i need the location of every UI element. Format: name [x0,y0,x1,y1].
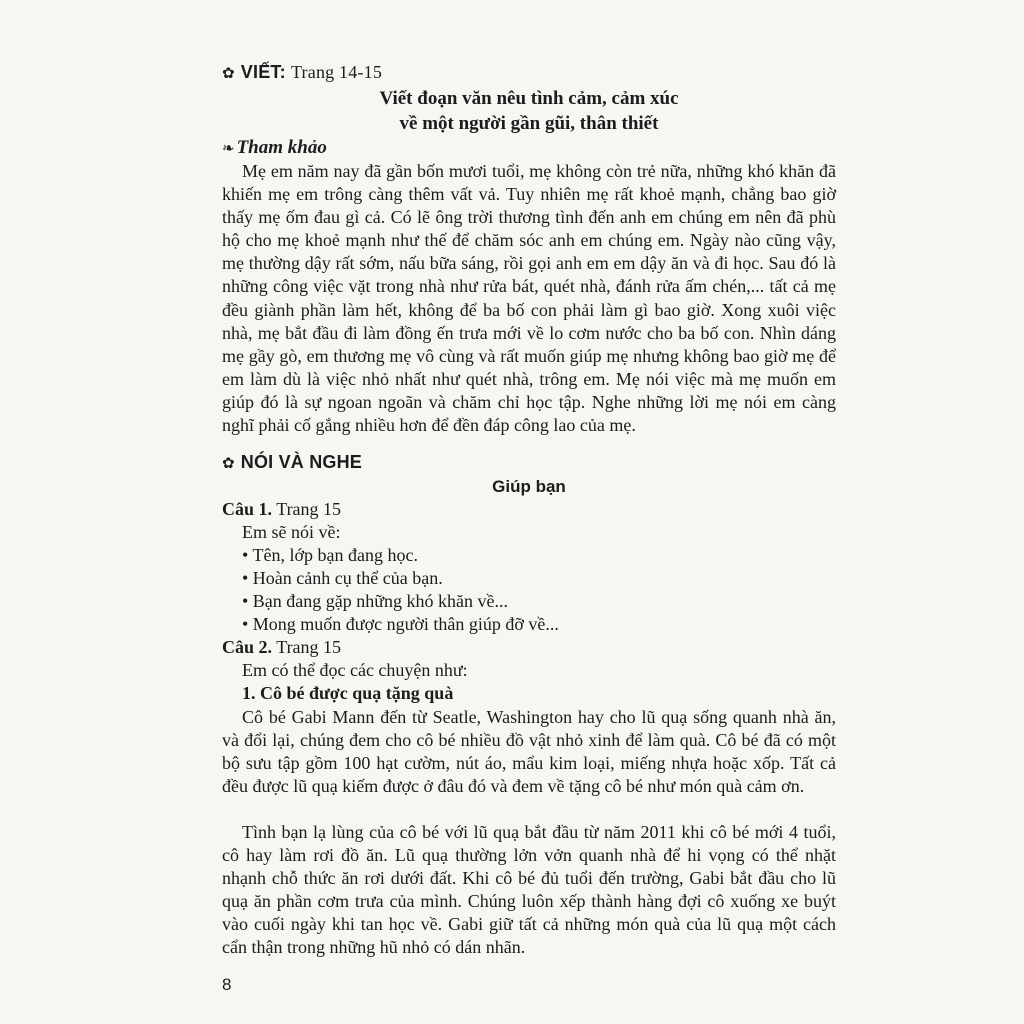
page-number: 8 [222,975,232,994]
list-item: • Tên, lớp bạn đang học. [242,545,418,565]
list-item: • Mong muốn được người thân giúp đỡ về... [242,614,559,634]
viet-title-line-1: Viết đoạn văn nêu tình cảm, cảm xúc [379,88,679,109]
flower-bullet-icon: ✿ [222,64,235,82]
question-2-heading: Câu 2. Trang 15 [222,637,342,657]
noi-va-nghe-title: Giúp bạn [492,477,566,496]
question-1-heading: Câu 1. Trang 15 [222,499,342,519]
viet-page-ref: Trang 14-15 [291,62,383,82]
reference-label: ❧ Tham khảo [222,137,327,158]
question-1-intro: Em sẽ nói về: [242,522,341,542]
viet-reference-paragraph: Mẹ em năm nay đã gần bốn mươi tuổi, mẹ không còn trẻ nữa, những khó khăn đã khiến mẹ em trông càng thêm vất vả. Tuy nhiên mẹ rất khoẻ mạnh, chẳng bao giờ thấy mẹ ốm đau gì cả. Có lẽ ông trời thương tình đến anh em chúng em nên đã phù hộ cho mẹ khoẻ mạnh như thế để chăm sóc anh em chúng em. Ngày nào cũng vậy, mẹ thường dậy rất sớm, nấu bữa sáng, rồi gọi anh em em dậy ăn và đi học. Sau đó là những công việc vặt trong nhà như rửa bát, quét nhà, đánh rửa ấm chén,... tất cả mẹ đều giành phần làm hết, không để ba bố con phải làm gì bao giờ. Xong xuôi việc nhà, mẹ bắt đầu đi làm đồng ến trưa mới về lo cơm nước cho ba bố con. Nhìn dáng mẹ gầy gò, em thương mẹ vô cùng và rất muốn giúp mẹ nhưng không bao giờ mẹ để em làm dù là việc nhỏ nhất như quét nhà, trông em. Mẹ nói việc mà mẹ muốn em giúp đó là sự ngoan ngoãn và chăm chỉ học tập. Nghe những lời mẹ nói em càng nghĩ phải cố gắng nhiều hơn để đền đáp công lao của mẹ. [222,161,836,436]
list-item: • Hoàn cảnh cụ thể của bạn. [242,568,443,588]
ornament-icon: ❧ [222,139,235,157]
list-item: • Bạn đang gặp những khó khăn về... [242,591,509,611]
story-paragraph-1: Cô bé Gabi Mann đến từ Seatle, Washington hay cho lũ quạ sống quanh nhà ăn, và đổi lại, chúng đem cho cô bé nhiều đồ vật nhỏ xinh để làm quà. Cô bé đã có một bộ sưu tập gồm 100 hạt cườm, nút áo, mẩu kim loại, miếng nhựa hoặc xốp. Tất cả đều được lũ quạ kiếm được ở đâu đó và đem về tặng cô bé như món quà cảm ơn. [222,707,836,797]
viet-title-line-2: về một người gần gũi, thân thiết [399,113,659,134]
viet-section-heading: ✿ VIẾT: Trang 14-15 [222,62,383,82]
question-2-intro: Em có thể đọc các chuyện như: [242,660,468,680]
flower-bullet-icon: ✿ [222,454,235,472]
story-paragraph-2: Tình bạn lạ lùng của cô bé với lũ quạ bắt đầu từ năm 2011 khi cô bé mới 4 tuổi, cô hay làm rơi đồ ăn. Lũ quạ thường lởn vởn quanh nhà để hi vọng có thể nhặt nhạnh chỗ thức ăn rơi dưới đất. Khi cô bé đủ tuổi đến trường, Gabi bắt đầu cho lũ quạ ăn phần cơm trưa của mình. Chúng luôn xếp thành hàng đợi cô xuống xe buýt vào cuối ngày khi tan học về. Gabi giữ tất cả những món quà của lũ quạ một cách cẩn thận trong những hũ nhỏ có dán nhãn. [222,822,836,958]
noi-va-nghe-heading: ✿ NÓI VÀ NGHE [222,452,362,472]
story-title: 1. Cô bé được quạ tặng quà [242,683,454,703]
